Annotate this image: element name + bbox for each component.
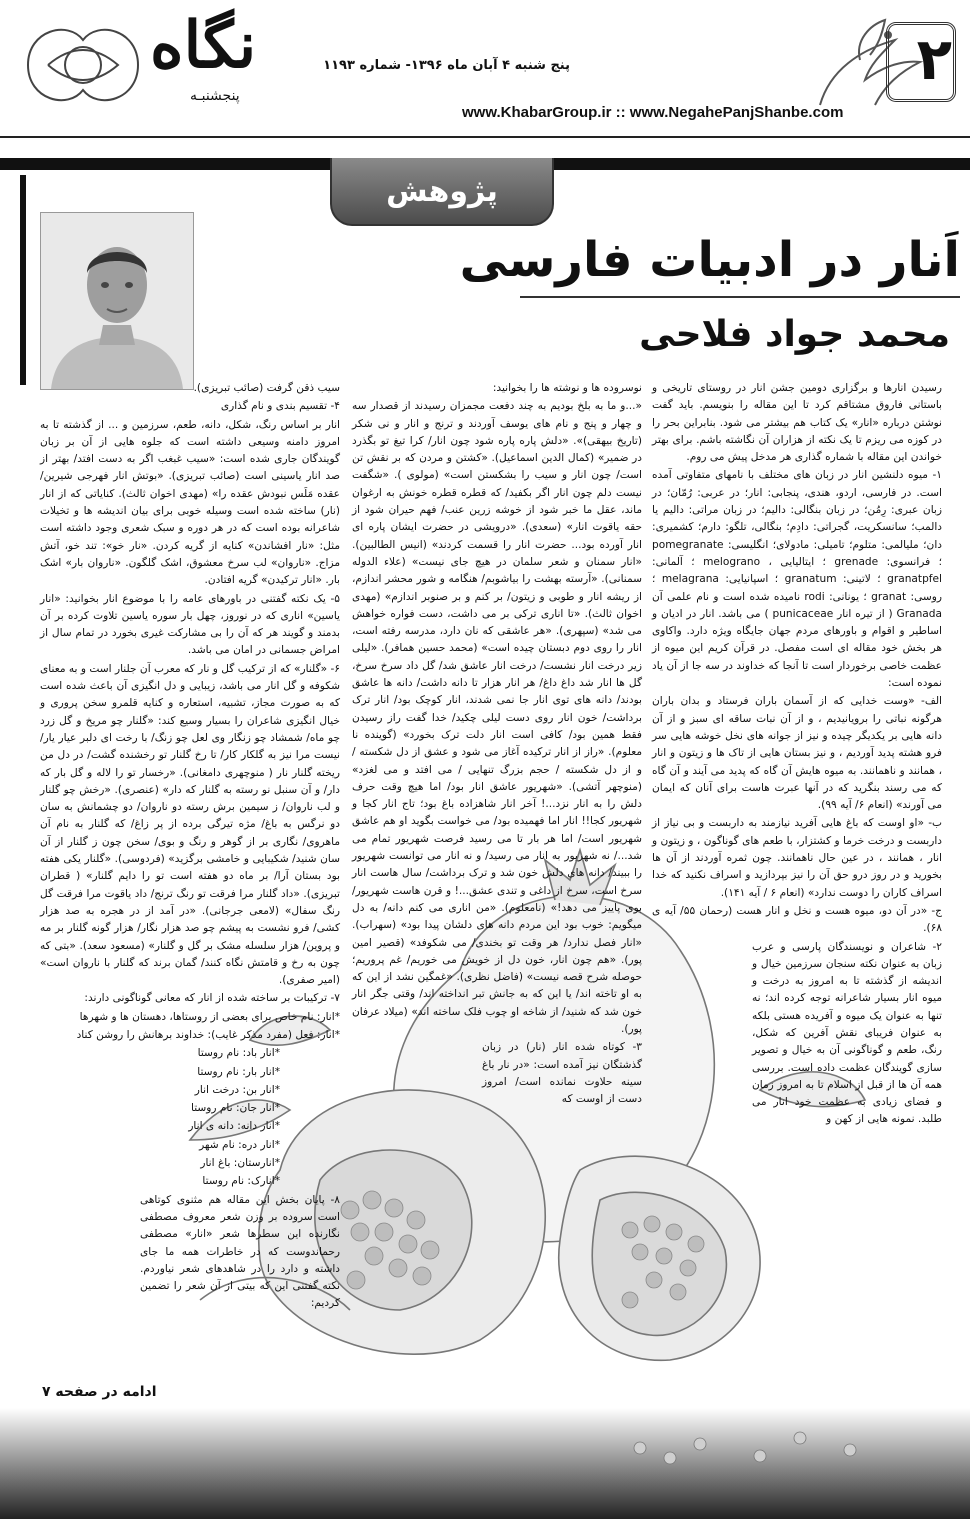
list-item: *انار بن: درخت انار (194, 1083, 280, 1096)
paragraph: ۱- میوه دلنشین انار در زبان های مختلف با نامهای متفاوتی آمده است. در فارسی، اردو، هندی، پنجابی: انار؛ در عربی: رُمّان؛ در زبان عبری: رِمُن؛ در زبان بنگالی: دالیم؛ در زبان مراتی: دالیم یا دالمب؛ سانسکریت، گجراتی: دادِم؛ بنگالی، تلگو: دارم؛ کشمیری: دان؛ ملیالمی: متلوم؛ تامیلی: مادولای؛ انگلیسی: pomegranate ؛ فرانسوی: grenade ؛ ایتالیایی ، melograno ؛ آلمانی: granatpfel ؛ لاتینی: granatum ؛ اسپانیایی: melagrana ؛ روسی: granat ؛ یونانی: rodi نامیده شده است و نام علمی آن Granada ( از تیره انار punicaceae ) می باشد. انار در ادیان و اساطیر و اقوام و باورهای مردم جهان جایگاه ویژه دارد. واکاوی هر بخش خود مقاله ای است مفصل. در قرآن کریم این میوه از عظمت خاصی برخوردار است تا آنجا که خداوند در سه جا از آن یاد نموده است: (652, 469, 943, 690)
paragraph: ۷- ترکیبات بر ساخته شده از انار که معانی گوناگونی دارند: (84, 992, 340, 1005)
list-item: *انارک: نام روستا (202, 1175, 280, 1188)
issue-date: پنج شنبه ۴ آبان ماه ۱۳۹۶- شماره ۱۱۹۳ (323, 58, 570, 73)
paragraph: ۸- پایان بخش این مقاله هم مثنوی کوتاهی است سروده بر وزن شعر معروف مصطفی نگارنده این سطرها شعر «انار» مصطفی رحماندوست که در خاطرات همه ما جای داشته و دارد را در شاهدهای شعر نیاوردم. نکته گفتنی این که بیتی از آن شعر را تضمین کردیم: (140, 1193, 340, 1310)
paragraph: «...و ما به بلخ بودیم به چند دفعت مجمزان رسیدند از قصدار سه و چهار و پنج و نام های یوسف آوردند و ترنج و انار و نی شکر (تاریخ بیهقی)». «دلش پاره پاره شود چون انار/ کرا تیغ تو بگذرد در ضمیر» (کمال الدین اسماعیل). «کشتن و مردن که بر نقش تن است/ چون انار و سیب را بشکستن است» (مولوی ). «شگفت نیست دلم چون انار اگر بکفید/ که قطره قطره خونش به ارغوان ماند، عقل ما خبر شود از خوشه زرین عنب/ فهم حیران شود از حقه یاقوت انار» (سعدی). «درویشی در حضرت ایشان پاره ای انار آورده بود... حضرت انار را قسمت کردند» (انیس الطالبین). «انار سمنان و شعر سلمان در هیچ جای نیست» (علاء الدوله سمنانی). «آرسته بهشت را بیاشوبم/ هنگامه و شور محشر اندازم، از ریشه انار و طوبی و زیتون/ بر کنم و بر صنوبر اندازم» (مهدی اخوان ثالث). «تا اناری ترکی بر می داشت، دست فواره خواهش می شد» (سپهری). «هر عاشقی که نان دارد، مدرسه رفته است، انار را روی دوم دبستان چیده است» (محمد حسین همافر). «لیلی زیر درخت انار نشست/ درخت انار عاشق شد/ گل داد سرخ سرخ، گل ها انار شد داغ داغ/ هر انار هزار تا دانه داشت/ دانه ها عاشق بودند/ دانه های توی انار جا نمی شدند، انار کوچک بود/ انار ترک برداشت/ خون انار روی دست لیلی چکید/ خدا گفت راز رسیدن فقط همین بود/ کافی است انار دلت ترک بخورد» (گوینده نا معلوم). «راز از انار ترکیده آغاز می شود و عشق از دل شکسته / و از دل شکسته / حجم بزرگ تنهایی / می افتد و می لغزد» (منوچهر آتشی). «شهریور عاشق انار بود/ اما هیچ وقت حرف دلش را به انار نزد...! آخر انار شاهزاده باغ بود؛ تاج انار کجا و شهریور کجا!! انار اما فهمیده بود/ می خواست بگوید او هم عاشق شهریور است/ اما هر بار تا می رسید فرصت شهریور تمام می شد.../ نه شهریور به انار می رسید/ و نه انار می توانست شهریور را ببیند/ دانه های دلش خون شد و ترک برداشت/ سال هاست انار سرخ است، سرخ از داغی و تندی عشق...! و قرن هاست شهریور/ بوی پاییز می دهد!» (نامعلوم). «من اناری می کنم دانه/ به دل میگویم: خوب بود این مردم دانه های دلشان پیدا بود» (سهراب). «انار فصل ندارد/ هر وقت تو بخندی/ می شکوفد» (قصیر امین پور). «هم چون انار، خون دل از خویش می خوریم/ غم پروریم؛ حوصله شرح قصه نیست» (فاضل نظری). «غمگین نشد از این که به او تاخته اند/ یا این که به جانش تبر انداخته اند/ وقتی جگر انار خون شد که شنید/ از شاخه او چوب فلک ساخته اند» (میلاد عرفان پور). (352, 400, 642, 1035)
list-item: *انار باد: نام روستا (197, 1047, 280, 1060)
paragraph: رسیدن انارها و برگزاری دومین جشن انار در روستای تاریخی و باستانی فاروق مشتاقم کرد تا این مقاله را بنویسم. باید گفت نوشتن درباره «انار» یک کتاب هم بیشتر می شود. بنابراین بحر را در کوزه می ریزم تا یک نکته از هزاران آن نگاشته باشم. برای بهتر خواندن این مقاله با شماره گذاری هر مدخل پیش می روم. (652, 382, 942, 464)
column-bracket (20, 175, 36, 385)
paragraph: ۲- شاعران و نویسندگان پارسی و عرب زبان به عنوان نکته سنجان سرزمین خیال و اندیشه از گذشته تا به امروز به درخت و میوه انار بسیار شاعرانه توجه کرده اند؛ نه تنها به عنوان یک میوه و آفریده هستی بلکه به عنوان فریبای نقش آفرین که شکل، رنگ، طعم و گوناگونی آن به خیال و تصویر سازی گویندگان عظمت داده است. بررسی همه آن ها از قبل از اسلام تا به امروز زمان و فضای زیادی به عظمت خود انار می طلبد. نمونه هایی از کهن و (752, 940, 942, 1126)
paragraph: ۳- کوتاه شده انار (نار) در زبان گذشتگان نیز آمده است: «در نار باغ سینه حلاوت نمانده است/ امروز دست از اوست که (482, 1041, 642, 1106)
paragraph: الف- «وست خدایی که از آسمان باران فرستاد و بدان باران هرگونه نباتی را برویانیدیم ، و از آن نبات ساقه ای سبز و از آن دانه هایی بر یکدیگر چیده و نیز از جوانه های نخل خوشه هایی سر فرو هشته پدید آوردیم ، و نیز بستان هایی از تاک ها و زیتون و انار ، همانند و ناهمانند. به میوه هایش آن گاه که پدید می آیند و آن گاه که می رسند بنگرید که در آنها عبرت هاست برای آنان که ایمان می آورند» (انعام ۶/ آیه ۹۹). (652, 695, 942, 812)
masthead (0, 0, 970, 148)
paragraph: انار بر اساس رنگ، شکل، دانه، طعم، سرزمین و ... از گذشته تا به امروز دامنه وسیعی داشته است که جلوه هایی از آن بر زبان گویندگان جاری شده است: «سیب غبغب اگر به دست افتد/ بهتر از صد انار یاسینی است (صائب تبریزی). «بوتش انار فهرجی شیرین/ عقده مَلَس نبودش عقده را» (مهدی اخوان ثالث). کنایاتی که از انار (نار) ساخته شده است وسیله خوبی برای بیان اندیشه ها و تخیلات شاعرانه بوده است که در هر دوره و سبک شعری وجود داشته است مثل: «نار افشاندن» کنایه از گریه کردن. «نار خو»: تند خو، آتش مزاج. «ناروان» لب سرخ معشوق، اشک گلگون. «ناروان بار» اشک بار. «انار ترکیدن» گریه افتادن. (40, 418, 340, 587)
list-item: *انار بار: نام روستا (197, 1065, 280, 1078)
continued-on-page: ادامه در صفحه ۷ (42, 1384, 157, 1400)
paragraph: ۶- «گلنار» که از ترکیب گل و نار که معرب آن جلنار است و به معنای شکوفه و گل انار می باشد، زیبایی و دل انگیزی آن باعث شده است که به صورت مجاز، تشبیه، استعاره و کنایه قلمرو سخن پروری و خیال انگیزی شاعران را بسیار وسیع کند: «گلنار چو مریخ و گل زرد چو ماه/ شمشاد چو زنگار وی لعل چو زنگ/ با رخت ای دلبر عیار یار/ نیست مرا نیز به گلکار کار/ تا رخ گلنار تو رخشنده گشت/ در دل من ریخته گلنار نار ( منوچهری دامغانی). «رخسار تو را لاله و گل بار که دار/ و آن سنبل نو رسته به گلنار که دار» (عنصری). «رخش چو گلنار و لب ناروان/ ز سیمین برش رسته دو ناروان/ دو چشمانش به سان دو نرگس به باغ/ مژه تیرگی برده از پر زاغ/ که گلنار به نام آن ماهروی/ نگاری بر از گوهر و رنگ و بوی/ سخن چون ز گلنار از آن سان شنید/ شکیبایی و خامشی برگزید» (فردوسی). «گلنار یکی هفته بود بستان آرا/ بر ماه دو هفته است تو را دایم گلنار» ( قطران تبریزی). «داد گلنار مرا فرقت تو رنگ ترنج/ داد یاقوت مرا فرقت گل رنگ سفال» (لامعی جرجانی). «در آمد از در هجره به صد هزار کشی/ فرو نشست به پیشم چو صد هزار نگار/ هزار گونه گلنار بر مه و پروین/ هزار سلسله مشک بر گل و گلنار» (مسعود سعد). «بتی که چون به رخ و قامتش نگاه کنند/ گمان برند که گلنار با ناروان است» (امیر صفری). (40, 662, 340, 987)
title-underline (520, 296, 960, 298)
article-column-middle (352, 380, 642, 1109)
list-item: *انارستان: باغ انار (200, 1157, 280, 1170)
website-urls: www.KhabarGroup.ir :: www.NegahePanjShanbe.com (462, 104, 844, 121)
list-item: *انار: فعل (مفرد مذکر غایب): خداوند برهانش را روشن کناد (76, 1028, 340, 1041)
newspaper-logo-subtitle: پنجشنبـه (190, 88, 240, 104)
article-author: محمد جواد فلاحی (639, 314, 950, 355)
list-item: *انار دره: نام شهر (199, 1138, 280, 1151)
page-number: ۲ (916, 25, 952, 93)
list-item: *انار: نام خاص برای بعضی از روستاها، دهستان ها و شهرها (79, 1010, 340, 1023)
section-label: پژوهش (330, 158, 554, 226)
article-title: اَنار در ادبیات فارسی (459, 232, 960, 288)
list-item: *انار دانه: دانه ی انار (188, 1120, 280, 1133)
author-photo (40, 212, 194, 390)
ornament-left-icon (18, 10, 148, 120)
paragraph: نوسروده ها و نوشته ها را بخوانید: (492, 382, 642, 394)
paragraph: ۴- تقسیم بندی و نام گذاری (220, 400, 340, 413)
paragraph: سیب ذقن گرفت (صائب تبریزی). (193, 382, 340, 394)
bottom-band (0, 1408, 970, 1519)
article-column-left (40, 380, 340, 1314)
paragraph: ب- «او اوست که باغ هایی آفرید نیازمند به داربست و بی نیاز از داربست و درخت خرما و کشتزار، با طعم های گوناگون ، و زیتون و انار ، همانند ، در عین حال ناهمانند. چون ثمره آوردند از آن ها بخورید و در روز درو حق آن را نیز بپردازید و اسراف نکنید که خدا اسراف کاران را دوست ندارد» (انعام ۶ / آیه ۱۴۱). (652, 817, 942, 899)
list-item: *انار جان: نام روستا (190, 1102, 280, 1115)
paragraph: ۵- یک نکته گفتنی در باورهای عامه را با موضوع انار بخوانید: «انار یاسین» اناری که در نوروز، چهل بار سوره یاسین تلاوت کرده بر آن بدمند و گویند هر که آن را بی مشارکت غیری بخورد در تمام سال از امراض جسمانی در امان می باشد. (40, 592, 340, 657)
newspaper-logo: نگاه (150, 8, 257, 83)
header-divider (0, 136, 970, 138)
article-column-right (652, 380, 942, 1130)
author-portrait-icon (41, 213, 193, 389)
paragraph: ج- «در آن دو، میوه هست و نخل و انار هست (رحمان ۵۵/ آیه ی ۶۸). (652, 904, 943, 935)
